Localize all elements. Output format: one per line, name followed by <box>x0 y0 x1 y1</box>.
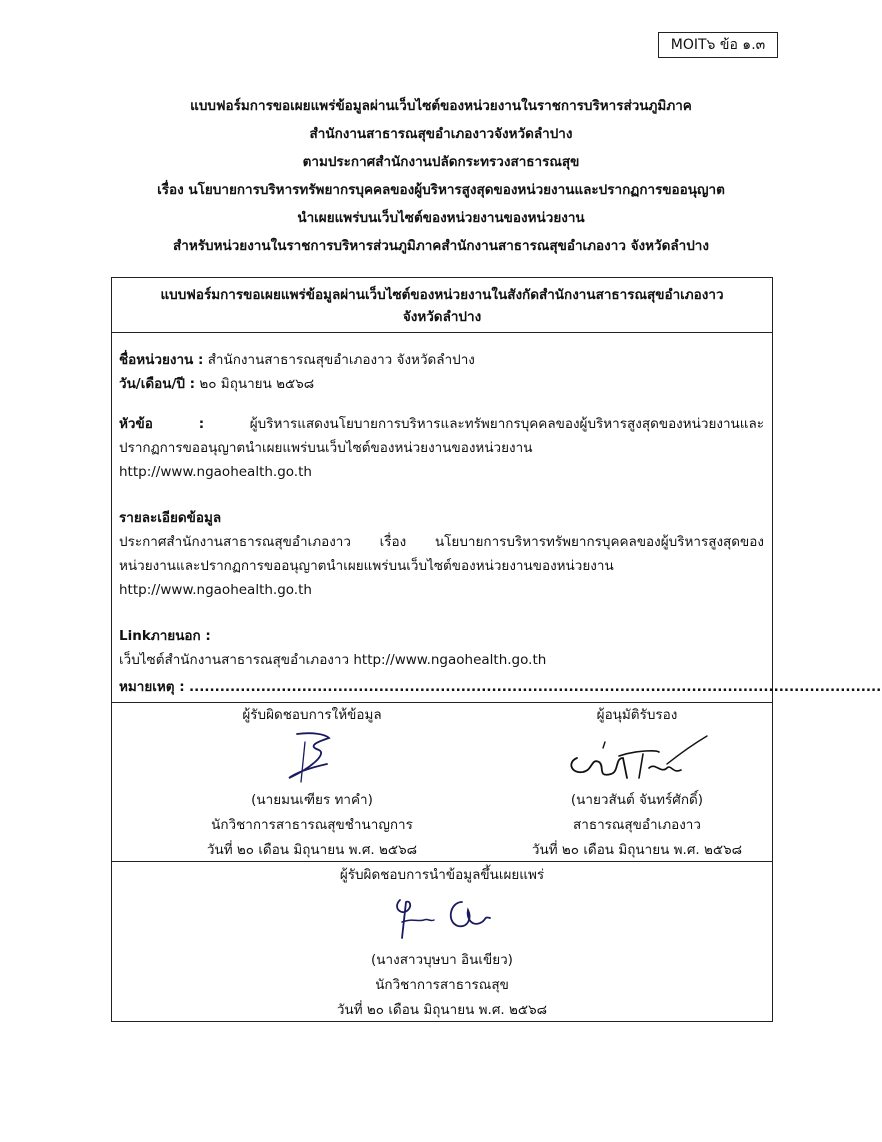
topic-line-2: ปรากฏการขออนุญาตนำเผยแพร่บนเว็บไซต์ของหน่วยงานของหน่วยงาน <box>119 440 533 456</box>
provider-signature-image <box>267 728 357 788</box>
date-value: ๒๐ มิถุนายน ๒๕๖๘ <box>199 376 315 392</box>
publisher-role: ผู้รับผิดชอบการนำข้อมูลขึ้นเผยแพร่ <box>339 867 545 883</box>
org-row <box>119 348 764 372</box>
form-title-line-1: แบบฟอร์มการขอเผยแพร่ข้อมูลผ่านเว็บไซต์ของหน่วยงานในสังกัดสำนักงานสาธารณสุขอำเภองาว <box>160 287 724 303</box>
header-line-2: สำนักงานสาธารณสุขอำเภองาวจังหวัดลำปาง <box>309 126 573 142</box>
approver-role: ผู้อนุมัติรับรอง <box>596 707 678 723</box>
topic-text-1: ผู้บริหารแสดงนโยบายการบริหารและทรัพยากรบุคคลของผู้บริหารสูงสุดของหน่วยงานและ <box>249 416 765 432</box>
date-row <box>119 372 764 396</box>
form-divider <box>112 332 772 333</box>
approver-signature-image <box>557 728 717 788</box>
header-line-3: ตามประกาศสำนักงานปลัดกระทรวงสาธารณสุข <box>302 154 580 170</box>
publisher-date: วันที่ ๒๐ เดือน มิถุนายน พ.ศ. ๒๕๖๘ <box>336 1002 548 1018</box>
note-dots: ....................................................................................................................................... <box>188 679 882 695</box>
header-line-1: แบบฟอร์มการขอเผยแพร่ข้อมูลผ่านเว็บไซต์ของหน่วยงานในราชการบริหารส่วนภูมิภาค <box>190 98 692 114</box>
approver-position: สาธารณสุขอำเภองาว <box>573 817 701 833</box>
topic-label: หัวข้อ : <box>119 416 205 432</box>
detail-line-3: http://www.ngaohealth.go.th <box>119 582 312 598</box>
header-line-4: เรื่อง นโยบายการบริหารทรัพยากรบุคคลของผู้บริหารสูงสุดของหน่วยงานและปรากฏการขออนุญาต <box>157 182 725 198</box>
provider-name: (นายมนเฑียร ทาคำ) <box>251 792 373 808</box>
publisher-position: นักวิชาการสาธารณสุข <box>375 977 509 993</box>
detail-label: รายละเอียดข้อมูล <box>119 510 222 526</box>
provider-signature-block <box>182 703 442 863</box>
form-title <box>120 284 764 328</box>
link-label: Linkภายนอก : <box>119 628 211 644</box>
link-value: เว็บไซต์สำนักงานสาธารณสุขอำเภองาว http://www.ngaohealth.go.th <box>119 652 547 668</box>
org-value: สำนักงานสาธารณสุขอำเภองาว จังหวัดลำปาง <box>207 352 475 368</box>
detail-line-1: ประกาศสำนักงานสาธารณสุขอำเภองาว เรื่อง นโยบายการบริหารทรัพยากรบุคคลของผู้บริหารสูงสุดของ <box>119 534 764 550</box>
date-label: วัน/เดือน/ปี : <box>119 376 196 392</box>
approver-date: วันที่ ๒๐ เดือน มิถุนายน พ.ศ. ๒๕๖๘ <box>531 842 743 858</box>
link-section <box>119 624 764 672</box>
approver-signature-block <box>507 703 767 863</box>
topic-section <box>119 412 764 484</box>
topic-line-3: http://www.ngaohealth.go.th <box>119 464 312 480</box>
provider-role: ผู้รับผิดชอบการให้ข้อมูล <box>242 707 382 723</box>
document-code-label: MOIT๖ ข้อ ๑.๓ <box>658 32 778 58</box>
header-line-5: นำเผยแพร่บนเว็บไซต์ของหน่วยงานของหน่วยงาน <box>297 210 585 226</box>
form-title-line-2: จังหวัดลำปาง <box>402 309 482 325</box>
detail-section <box>119 506 764 602</box>
org-label: ชื่อหน่วยงาน : <box>119 352 204 368</box>
publication-form <box>111 277 882 1022</box>
note-row <box>119 675 882 699</box>
publisher-signature-block <box>292 863 592 1023</box>
publisher-signature-image <box>372 888 512 948</box>
topic-line-1 <box>119 412 764 436</box>
publisher-name: (นางสาวบุษบา อินเขียว) <box>371 952 513 968</box>
provider-date: วันที่ ๒๐ เดือน มิถุนายน พ.ศ. ๒๕๖๘ <box>206 842 418 858</box>
header-line-6: สำหรับหน่วยงานในราชการบริหารส่วนภูมิภาคสำนักงานสาธารณสุขอำเภองาว จังหวัดลำปาง <box>173 238 709 254</box>
detail-line-2: หน่วยงานและปรากฏการขออนุญาตนำเผยแพร่บนเว็บไซต์ของหน่วยงานของหน่วยงาน <box>119 558 614 574</box>
note-label: หมายเหตุ : <box>119 679 185 695</box>
publisher-divider <box>112 861 772 862</box>
provider-position: นักวิชาการสาธารณสุขชำนาญการ <box>211 817 413 833</box>
approver-name: (นายวสันต์ จันทร์ศักดิ์) <box>570 792 704 808</box>
document-header <box>100 92 782 260</box>
